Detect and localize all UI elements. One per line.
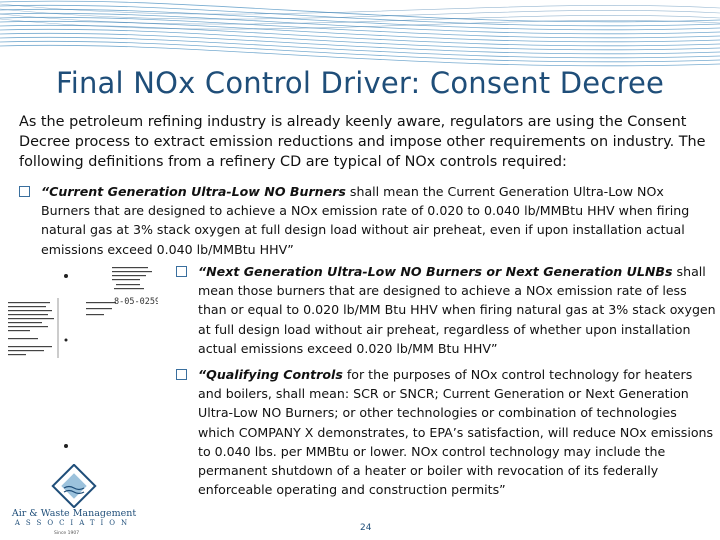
logo-association: ASSOCIATION	[14, 519, 134, 527]
awma-logo	[8, 464, 140, 536]
bullet-lead: “Current Generation Ultra-Low NO Burners	[41, 184, 346, 199]
intro-paragraph: As the petroleum refining industry is already keenly aware, regulators are using the Consent Decree process to extract emission reductions and impose other requirements on industry. The following definitions from a refinery CD are typical of NOx controls required:	[19, 114, 706, 170]
bullet-box-icon	[19, 186, 30, 197]
page-number: 24	[360, 523, 372, 533]
slide-title: Final NOx Control Driver: Consent Decree	[55, 66, 665, 100]
bullet-box-icon	[176, 266, 187, 277]
wave-lines-graphic	[0, 0, 720, 70]
header-decoration	[0, 0, 720, 70]
document-page-graphic	[4, 262, 158, 462]
bullet-text: shall mean the Current Generation Ultra-Low NOx Burners that are designed to achieve a NOx emission rate of 0.020 to 0.040 lb/MMBtu HHV when firing natural gas at 3% stack oxygen at full design load without air preheat, even if upon installation actual emissions exceed 0.040 lb/MMBtu HHV”	[41, 184, 690, 257]
logo-established: Since 1907	[54, 531, 80, 536]
bullet-current-generation	[41, 182, 711, 259]
document-stamp: 8-05-0259	[114, 297, 158, 307]
bullet-box-icon	[176, 369, 187, 380]
bullet-next-generation	[198, 262, 716, 358]
bullet-text: shall mean those burners that are designed to achieve a NOx emission rate of less than or equal to 0.020 lb/MM Btu HHV when firing natural gas at 3% stack oxygen at full design load without air preheat, regardless of whether upon installation actual emissions exceed 0.020 lb/MM Btu HHV”	[198, 264, 716, 356]
logo-diamond-icon	[8, 464, 140, 508]
logo-name: Air & Waste Management	[11, 508, 137, 519]
bullet-text: for the purposes of NOx control technology for heaters and boilers, shall mean: SCR or SNCR; Current Generation or Next Generation Ultra-Low NO Burners; or other technologies or combination of technologies which COMPANY X demonstrates, to EPA’s satisfaction, will reduce NOx emissions to 0.040 lbs. per MMBtu or lower. NOx control technology may include the permanent shutdown of a heater or boiler with revocation of its federally enforceable operating and construction permits”	[198, 367, 714, 498]
bullet-lead: “Qualifying Controls	[198, 367, 343, 382]
bullet-lead: “Next Generation Ultra-Low NO Burners or Next Generation ULNBs	[198, 264, 673, 279]
bullet-qualifying-controls	[198, 365, 716, 499]
consent-decree-document-image	[4, 262, 158, 462]
